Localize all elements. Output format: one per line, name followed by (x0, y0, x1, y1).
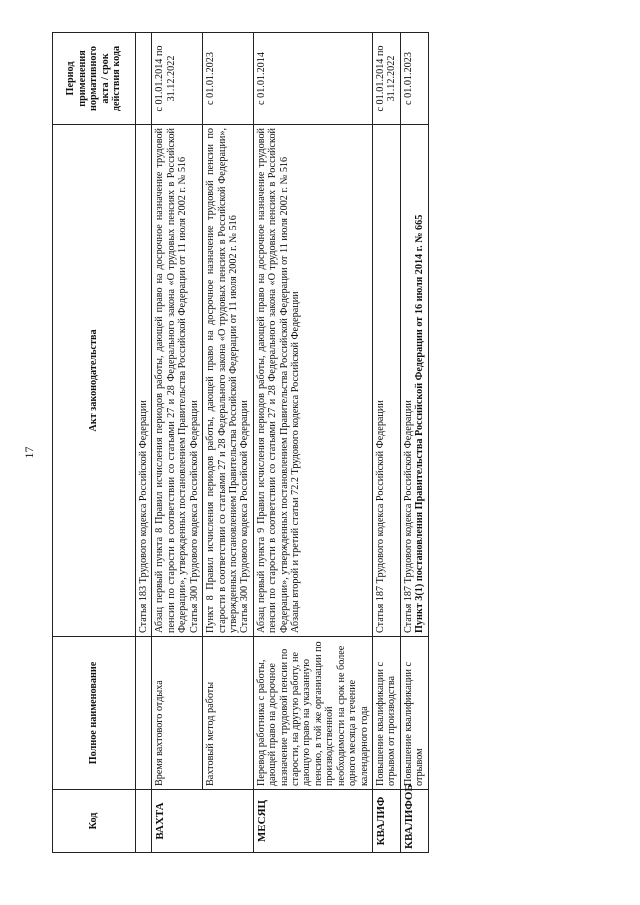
table-row (373, 33, 401, 853)
act-line: Абзац первый пункта 8 Правил исчисления периодов работы, дающей право на досрочное назначение трудовой пенсии по старости в соответствии со статьями 27 и 28 Федерального закона «О трудовых пенсиях в Российской Федерации», утвержденных постановлением Правительства Российской Федерации от 11 июля 2002 г. № 516 (154, 128, 189, 633)
row-period: с 01.01.2023 (203, 33, 254, 125)
row-code (136, 790, 152, 853)
act-line: Статья 183 Трудового кодекса Российской Федерации (138, 400, 149, 633)
table-header-row (53, 33, 136, 853)
table-row (400, 33, 428, 853)
act-line: Статья 187 Трудового кодекса Российской Федерации (402, 400, 414, 633)
page-number: 17 (22, 446, 36, 459)
row-code: МЕСЯЦ (253, 790, 372, 853)
row-period: с 01.01.2014 по 31.12.2022 (373, 33, 401, 125)
header-act: Акт законодательства (53, 125, 136, 637)
header-period: Период применения нормативного акта / срок действия кода (53, 33, 136, 125)
row-code: ВАХТА (152, 790, 253, 853)
act-line: Абзац первый пункта 9 Правил исчисления периодов работы, дающей право на досрочное назначение трудовой пенсии по старости в соответствии со статьями 27 и 28 Федерального закона «О трудовых пенсиях в Российской Федерации», утвержденных постановлением Правительства Российской Федерации от 11 июля 2002 г. № 516 (255, 128, 290, 633)
row-name: Время вахтового отдыха (152, 637, 203, 790)
row-act (400, 125, 428, 637)
row-act (203, 125, 254, 637)
row-name: Перевод работника с работы, дающей право на досрочное назначение трудовой пенсии по старости, на другую работу, не дающую право на указанную пенсию, в той же организации по производственной необходимости на срок не более одного месяца в течение календарного года (253, 637, 372, 790)
row-name: Вахтовый метод работы (203, 637, 254, 790)
row-period: с 01.01.2014 (253, 33, 372, 125)
row-code: КВАЛИФ (373, 790, 401, 853)
act-line: Пункт 8 Правил исчисления периодов работы, дающей право на досрочное назначение трудовой пенсии по старости в соответствии со статьями 27 и 28 Федерального закона «О трудовых пенсиях в Российской Федерации», утвержденных постановлением Правительства Российской Федерации от 11 июля 2002 г. № 516 (205, 128, 239, 633)
act-line: Абзацы второй и третий статьи 72.2 Трудового кодекса Российской Федерации (290, 291, 302, 633)
row-act (152, 125, 203, 637)
row-period (136, 33, 152, 125)
row-act (136, 125, 152, 637)
row-act (253, 125, 372, 637)
header-code: Код (53, 790, 136, 853)
act-line: Пункт 3(1) постановления Правительства Российской Федерации от 16 июля 2014 г. № 665 (414, 214, 426, 633)
table-row (253, 33, 372, 853)
row-name (136, 637, 152, 790)
row-period: с 01.01.2014 по 31.12.2022 (152, 33, 203, 125)
row-period: с 01.01.2023 (400, 33, 428, 125)
row-code: КВАЛИФОБ (400, 790, 428, 853)
table-row (136, 33, 152, 853)
act-line: Статья 300 Трудового кодекса Российской Федерации (239, 400, 251, 633)
act-line: Статья 300 Трудового кодекса Российской Федерации (188, 400, 200, 633)
row-name: Повышение квалификации с отрывом (400, 637, 428, 790)
table-row (203, 33, 254, 853)
act-line: Статья 187 Трудового кодекса Российской Федерации (375, 400, 387, 633)
row-name: Повышение квалификации с отрывом от производства (373, 637, 401, 790)
row-act (373, 125, 401, 637)
header-name: Полное наименование (53, 637, 136, 790)
table-row (152, 33, 203, 853)
legal-acts-table (52, 32, 429, 853)
